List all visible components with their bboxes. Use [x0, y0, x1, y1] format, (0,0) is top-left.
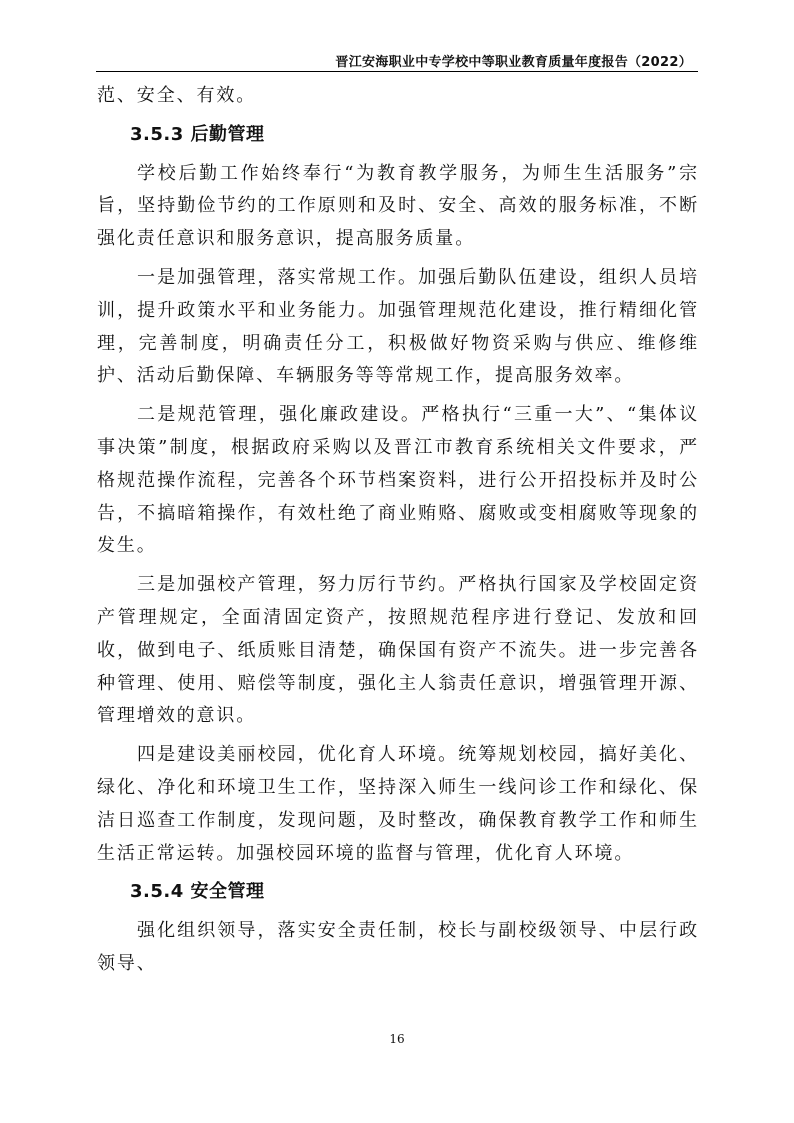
header-title: 晋江安海职业中专学校中等职业教育质量年度报告（2022） [335, 55, 692, 70]
paragraph: 二是规范管理，强化廉政建设。严格执行“三重一大”、“集体议事决策”制度，根据政府采购以及晋江市教育系统相关文件要求，严格规范操作流程，完善各个环节档案资料，进行公开招投标并及时公告，不搞暗箱操作，有效杜绝了商业贿赂、腐败或变相腐败等现象的发生。 [97, 404, 699, 557]
paragraph: 学校后勤工作始终奉行“为教育教学服务，为师生生活服务”宗旨，坚持勤俭节约的工作原则和及时、安全、高效的服务标准，不断强化责任意识和服务意识，提高服务质量。 [97, 162, 699, 250]
page-number: 16 [389, 1032, 405, 1046]
document-body [97, 80, 699, 981]
paragraph: 三是加强校产管理，努力厉行节约。严格执行国家及学校固定资产管理规定，全面清固定资产，按照规范程序进行登记、发放和回收，做到电子、纸质账目清楚，确保国有资产不流失。进一步完善各种管理、使用、赔偿等制度，强化主人翁责任意识，增强管理开源、管理增效的意识。 [97, 574, 699, 727]
paragraph: 一是加强管理，落实常规工作。加强后勤队伍建设，组织人员培训，提升政策水平和业务能力。加强管理规范化建设，推行精细化管理，完善制度，明确责任分工，积极做好物资采购与供应、维修维护、活动后勤保障、车辆服务等等常规工作，提高服务效率。 [97, 266, 699, 387]
paragraph: 四是建设美丽校园，优化育人环境。统筹规划校园，搞好美化、绿化、净化和环境卫生工作，坚持深入师生一线问诊工作和绿化、保洁日巡查工作制度，发现问题，及时整改，确保教育教学工作和师生生活正常运转。加强校园环境的监督与管理，优化育人环境。 [97, 744, 699, 864]
page-header [96, 49, 698, 72]
paragraph: 强化组织领导，落实安全责任制，校长与副校级领导、中层行政领导、 [97, 920, 699, 974]
lead-paragraph: 范、安全、有效。 [97, 85, 257, 106]
section-heading-safety: 3.5.4 安全管理 [130, 881, 265, 903]
section-heading-logistics: 3.5.3 后勤管理 [130, 123, 265, 145]
